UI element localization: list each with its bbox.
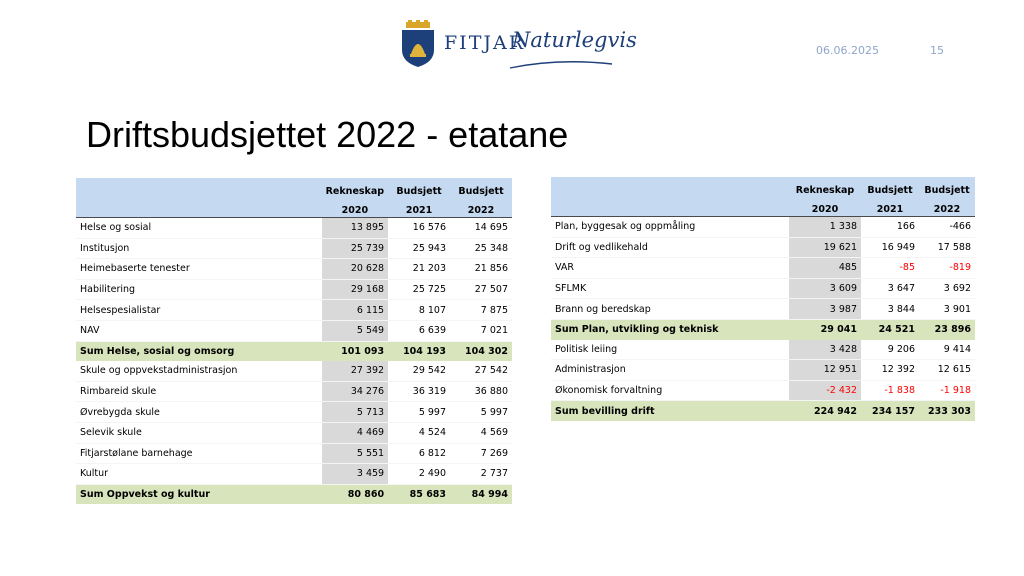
row-label: SFLMK <box>551 278 789 299</box>
table-row <box>76 443 512 464</box>
value-2021: 16 576 <box>388 218 450 239</box>
value-2022: 84 994 <box>450 484 512 504</box>
table-row <box>551 217 975 238</box>
value-2022: 25 348 <box>450 238 512 259</box>
table-row <box>76 320 512 341</box>
value-2021: 16 949 <box>861 237 919 258</box>
table-header-blank <box>76 204 322 218</box>
table-row <box>76 422 512 443</box>
value-2020: 6 115 <box>322 300 388 321</box>
slide-page-number: 15 <box>930 44 944 57</box>
table-row <box>76 402 512 423</box>
value-2022: 14 695 <box>450 218 512 239</box>
value-2020: 5 713 <box>322 402 388 423</box>
row-label: Brann og beredskap <box>551 299 789 320</box>
row-label: NAV <box>76 320 322 341</box>
value-2020: 485 <box>789 258 861 279</box>
row-label: Heimebaserte tenester <box>76 259 322 280</box>
value-2020: 29 041 <box>789 319 861 339</box>
slide-date: 06.06.2025 <box>816 44 879 57</box>
value-2021: 25 725 <box>388 279 450 300</box>
column-header-label: Budsjett <box>861 177 919 203</box>
row-label: Rimbareid skule <box>76 381 322 402</box>
value-2021: -85 <box>861 258 919 279</box>
row-label: Skule og oppvekstadministrasjon <box>76 361 322 381</box>
logo-swoosh-icon <box>508 60 614 70</box>
value-2020: 3 609 <box>789 278 861 299</box>
value-2022: 23 896 <box>919 319 975 339</box>
column-header-year: 2020 <box>322 204 388 218</box>
row-label: Plan, byggesak og oppmåling <box>551 217 789 238</box>
value-2021: 6 812 <box>388 443 450 464</box>
table-row <box>76 300 512 321</box>
value-2021: 24 521 <box>861 319 919 339</box>
value-2020: 27 392 <box>322 361 388 381</box>
row-label: Fitjarstølane barnehage <box>76 443 322 464</box>
value-2020: 25 739 <box>322 238 388 259</box>
row-label: Selevik skule <box>76 422 322 443</box>
value-2020: 34 276 <box>322 381 388 402</box>
column-header-year: 2021 <box>861 203 919 217</box>
column-header-year: 2022 <box>919 203 975 217</box>
sum-row <box>76 484 512 504</box>
value-2020: 5 551 <box>322 443 388 464</box>
row-label: Sum Oppvekst og kultur <box>76 484 322 504</box>
row-label: Administrasjon <box>551 360 789 381</box>
value-2020: 80 860 <box>322 484 388 504</box>
column-header-label: Budsjett <box>919 177 975 203</box>
value-2022: 5 997 <box>450 402 512 423</box>
value-2020: 19 621 <box>789 237 861 258</box>
value-2020: 12 951 <box>789 360 861 381</box>
logo-fitjar-text: FITJAR <box>444 32 526 54</box>
value-2021: 166 <box>861 217 919 238</box>
value-2021: 3 647 <box>861 278 919 299</box>
value-2021: 12 392 <box>861 360 919 381</box>
value-2021: 104 193 <box>388 341 450 361</box>
value-2021: 85 683 <box>388 484 450 504</box>
column-header-label: Rekneskap <box>322 178 388 204</box>
value-2022: 36 880 <box>450 381 512 402</box>
column-header-year: 2020 <box>789 203 861 217</box>
value-2022: -819 <box>919 258 975 279</box>
row-label: Institusjon <box>76 238 322 259</box>
value-2022: 21 856 <box>450 259 512 280</box>
value-2020: 20 628 <box>322 259 388 280</box>
table-row <box>551 380 975 401</box>
value-2020: 13 895 <box>322 218 388 239</box>
table-row <box>551 278 975 299</box>
table-row <box>551 340 975 360</box>
value-2022: 3 901 <box>919 299 975 320</box>
value-2020: 4 469 <box>322 422 388 443</box>
value-2022: -1 918 <box>919 380 975 401</box>
value-2022: -466 <box>919 217 975 238</box>
value-2022: 4 569 <box>450 422 512 443</box>
table-row <box>551 299 975 320</box>
row-label: Økonomisk forvaltning <box>551 380 789 401</box>
column-header-label: Budsjett <box>388 178 450 204</box>
row-label: Politisk leiing <box>551 340 789 360</box>
value-2021: 29 542 <box>388 361 450 381</box>
value-2021: 2 490 <box>388 464 450 485</box>
value-2020: 101 093 <box>322 341 388 361</box>
sum-row <box>551 319 975 339</box>
value-2022: 233 303 <box>919 401 975 421</box>
value-2022: 12 615 <box>919 360 975 381</box>
value-2022: 3 692 <box>919 278 975 299</box>
table-header-blank <box>551 203 789 217</box>
row-label: Øvrebygda skule <box>76 402 322 423</box>
value-2022: 9 414 <box>919 340 975 360</box>
logo-tagline: Naturlegvis <box>512 28 637 52</box>
row-label: Sum bevilling drift <box>551 401 789 421</box>
value-2022: 7 875 <box>450 300 512 321</box>
value-2022: 2 737 <box>450 464 512 485</box>
row-label: Helsespesialistar <box>76 300 322 321</box>
table-row <box>76 238 512 259</box>
value-2020: 5 549 <box>322 320 388 341</box>
left-budget-table <box>76 178 512 504</box>
value-2020: 3 987 <box>789 299 861 320</box>
value-2022: 104 302 <box>450 341 512 361</box>
right-budget-table <box>551 177 975 421</box>
table-header-blank <box>551 177 789 203</box>
value-2021: -1 838 <box>861 380 919 401</box>
row-label: Helse og sosial <box>76 218 322 239</box>
row-label: VAR <box>551 258 789 279</box>
value-2021: 4 524 <box>388 422 450 443</box>
sum-row <box>76 341 512 361</box>
value-2021: 36 319 <box>388 381 450 402</box>
value-2020: -2 432 <box>789 380 861 401</box>
value-2022: 7 269 <box>450 443 512 464</box>
table-row <box>551 360 975 381</box>
table-row <box>76 259 512 280</box>
value-2021: 3 844 <box>861 299 919 320</box>
municipal-crest-icon <box>400 20 436 68</box>
value-2020: 224 942 <box>789 401 861 421</box>
value-2021: 234 157 <box>861 401 919 421</box>
value-2021: 21 203 <box>388 259 450 280</box>
row-label: Habilitering <box>76 279 322 300</box>
table-header-blank <box>76 178 322 204</box>
value-2022: 7 021 <box>450 320 512 341</box>
value-2021: 9 206 <box>861 340 919 360</box>
table-row <box>76 361 512 381</box>
table-row <box>551 258 975 279</box>
value-2020: 29 168 <box>322 279 388 300</box>
value-2020: 3 459 <box>322 464 388 485</box>
row-label: Sum Helse, sosial og omsorg <box>76 341 322 361</box>
value-2021: 6 639 <box>388 320 450 341</box>
column-header-label: Budsjett <box>450 178 512 204</box>
table-row <box>76 279 512 300</box>
column-header-year: 2021 <box>388 204 450 218</box>
table-row <box>551 237 975 258</box>
row-label: Kultur <box>76 464 322 485</box>
row-label: Sum Plan, utvikling og teknisk <box>551 319 789 339</box>
value-2021: 5 997 <box>388 402 450 423</box>
value-2021: 8 107 <box>388 300 450 321</box>
value-2020: 3 428 <box>789 340 861 360</box>
value-2021: 25 943 <box>388 238 450 259</box>
value-2022: 17 588 <box>919 237 975 258</box>
fitjar-logo <box>400 20 637 72</box>
table-row <box>76 381 512 402</box>
sum-row <box>551 401 975 421</box>
table-row <box>76 218 512 239</box>
page-title: Driftsbudsjettet 2022 - etatane <box>86 114 569 155</box>
column-header-label: Rekneskap <box>789 177 861 203</box>
value-2022: 27 542 <box>450 361 512 381</box>
value-2022: 27 507 <box>450 279 512 300</box>
value-2020: 1 338 <box>789 217 861 238</box>
column-header-year: 2022 <box>450 204 512 218</box>
row-label: Drift og vedlikehald <box>551 237 789 258</box>
table-row <box>76 464 512 485</box>
